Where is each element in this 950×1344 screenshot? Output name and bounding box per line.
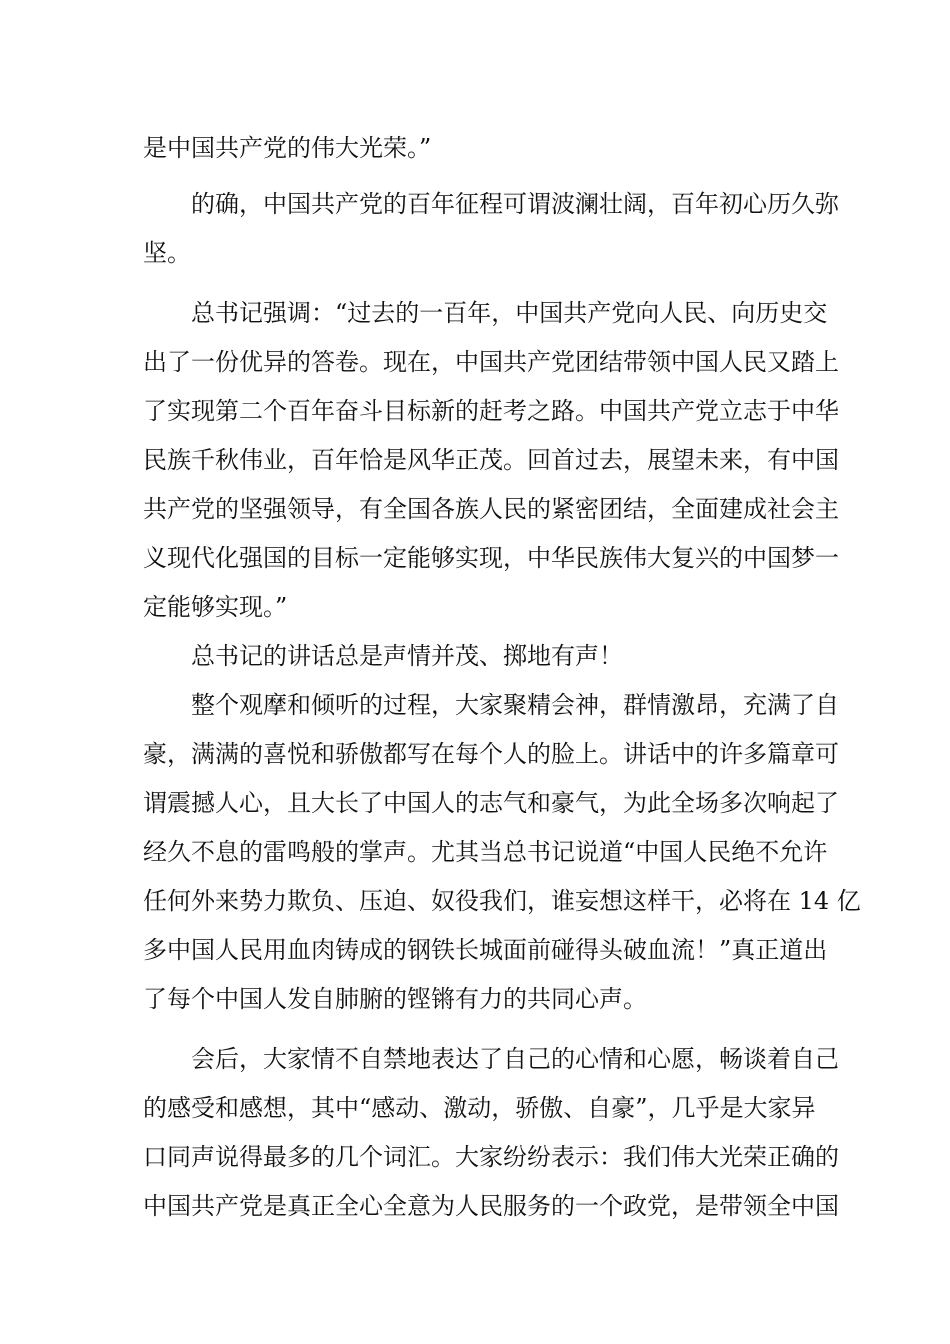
text-line: 共产党的坚强领导，有全国各族人民的紧密团结，全面建成社会主 — [143, 495, 839, 523]
paragraph-first-line: 总书记的讲话总是声情并茂、掷地有声！ — [191, 642, 623, 670]
text-line: 谓震撼人心，且大长了中国人的志气和豪气，为此全场多次响起了 — [143, 789, 839, 817]
paragraph-first-line: 会后，大家情不自禁地表达了自己的心情和心愿，畅谈着自己 — [191, 1045, 839, 1073]
text-line: 经久不息的雷鸣般的掌声。尤其当总书记说道“中国人民绝不允许 — [143, 838, 828, 866]
text-line: 多中国人民用血肉铸成的钢铁长城面前碰得头破血流！”真正道出 — [143, 936, 828, 964]
text-line: 中国共产党是真正全心全意为人民服务的一个政党，是带领全中国 — [143, 1192, 839, 1220]
paragraph-first-line: 整个观摩和倾听的过程，大家聚精会神，群情激昂，充满了自 — [191, 691, 839, 719]
text-line: 出了一份优异的答卷。现在，中国共产党团结带领中国人民又踏上 — [143, 348, 839, 376]
paragraph-first-line: 总书记强调：“过去的一百年，中国共产党向人民、向历史交 — [191, 299, 828, 327]
text-line: 了每个中国人发自肺腑的铿锵有力的共同心声。 — [143, 985, 647, 1013]
text-line: 定能够实现。” — [143, 593, 288, 621]
text-line: 坚。 — [143, 239, 191, 267]
text-line: 豪，满满的喜悦和骄傲都写在每个人的脸上。讲话中的许多篇章可 — [143, 740, 839, 768]
text-line: 是中国共产党的伟大光荣。” — [143, 134, 432, 162]
text-line: 口同声说得最多的几个词汇。大家纷纷表示：我们伟大光荣正确的 — [143, 1143, 839, 1171]
text-line: 的感受和感想，其中“感动、激动，骄傲、自豪”，几乎是大家异 — [143, 1094, 816, 1122]
text-line: 民族千秋伟业，百年恰是风华正茂。回首过去，展望未来，有中国 — [143, 446, 839, 474]
paragraph-first-line: 的确，中国共产党的百年征程可谓波澜壮阔，百年初心历久弥 — [191, 190, 839, 218]
text-line: 任何外来势力欺负、压迫、奴役我们，谁妄想这样干，必将在 14 亿 — [143, 887, 861, 915]
text-line: 了实现第二个百年奋斗目标新的赶考之路。中国共产党立志于中华 — [143, 397, 839, 425]
text-line: 义现代化强国的目标一定能够实现，中华民族伟大复兴的中国梦一 — [143, 544, 839, 572]
